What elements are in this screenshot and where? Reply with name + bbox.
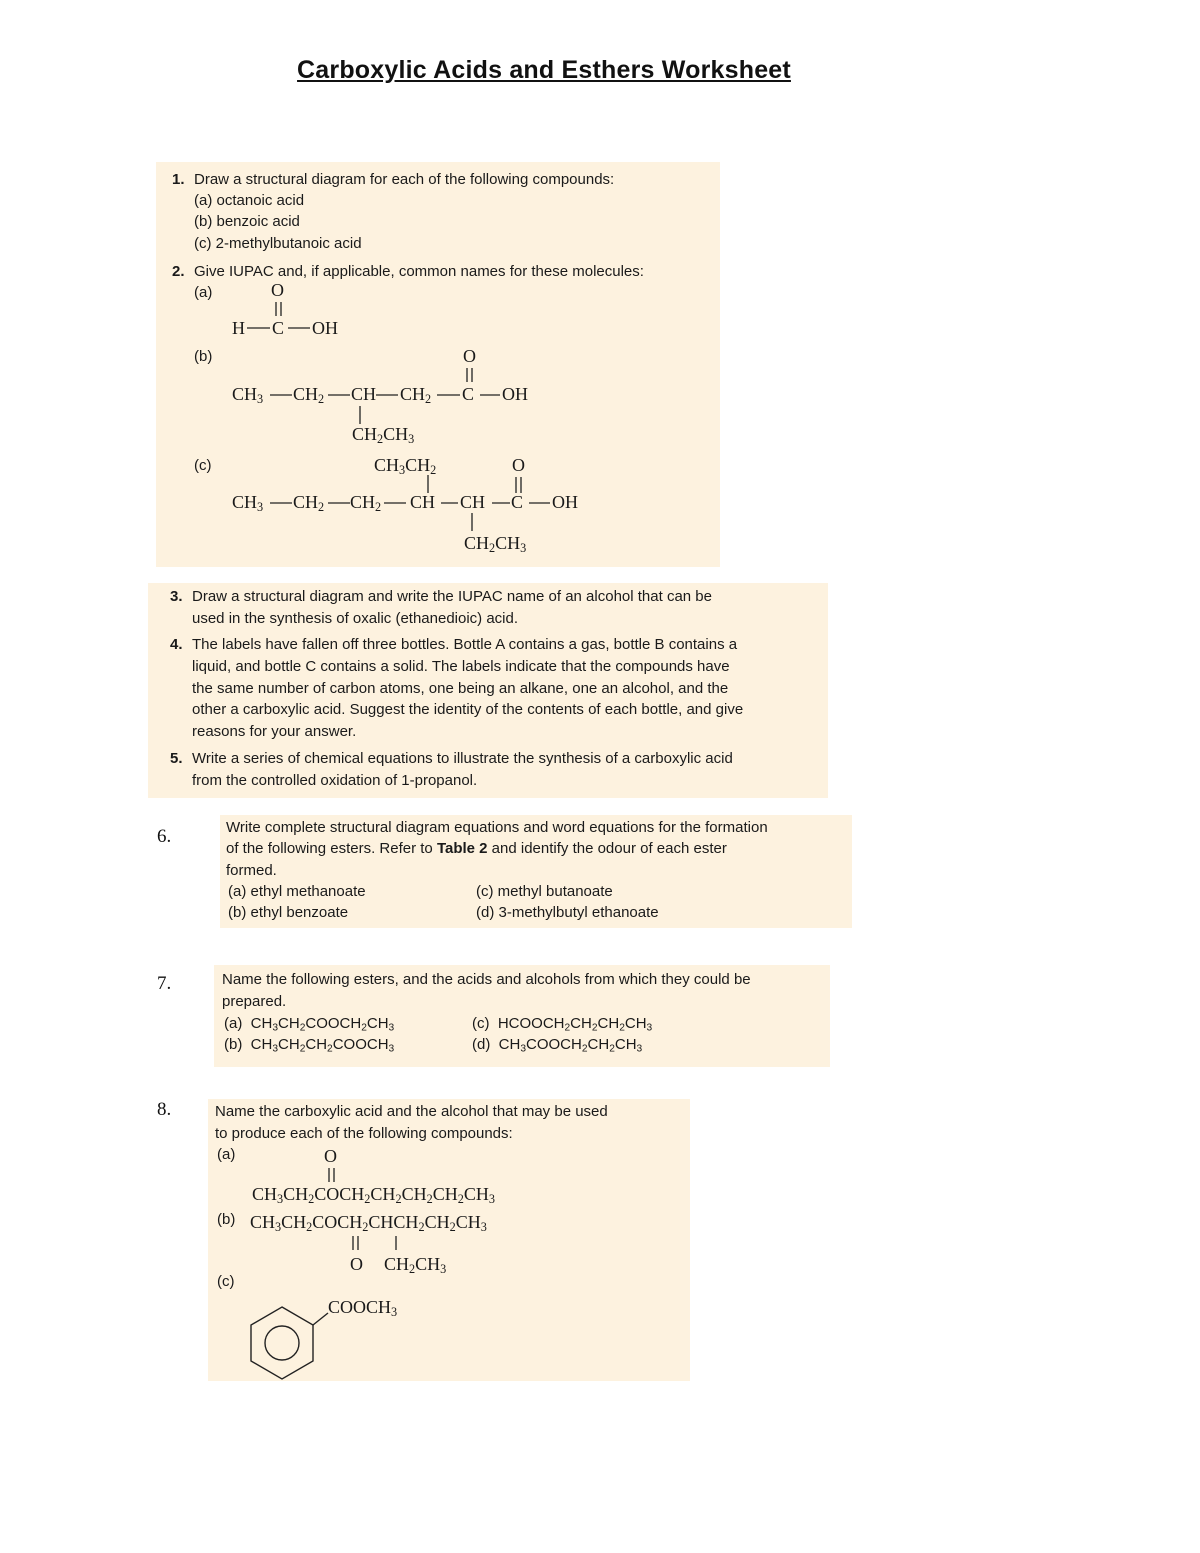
q8-label-a: (a) (217, 1146, 236, 1163)
structure-8c: $COOCH_3$ (244, 1295, 444, 1381)
q3-number: 3. (170, 588, 183, 605)
q1-item-c: (c) 2-methylbutanoic acid (194, 235, 362, 252)
q6-item-a: (a) ethyl methanoate (228, 883, 366, 900)
q7-line-2: prepared. (222, 993, 287, 1010)
structure-2b: O $CH_3$ $CH_2$ CH $CH_2$ C OH $CH_2CH_3$ (232, 346, 528, 447)
q1-item-b: (b) benzoic acid (194, 213, 300, 230)
q8-label-c: (c) (217, 1273, 235, 1290)
structure-8a: O $CH_3CH_2COCH_2CH_2CH_2CH_2CH_3$ (252, 1146, 495, 1207)
q8c-group: COOCH (328, 1297, 392, 1317)
structure-2a: O H C OH (232, 280, 338, 338)
q1-number: 1. (172, 171, 185, 188)
question-3 (170, 586, 712, 608)
q6-item-b: (b) ethyl benzoate (228, 904, 349, 921)
q3-line-1: Draw a structural diagram and write the IUPAC name of an alcohol that can be (192, 588, 712, 605)
structure-2c: $CH_3CH_2$ O $CH_3$ $CH_2$ $CH_2$ CH CH C OH $CH_2CH_3$ (232, 455, 578, 556)
q4-line-2: liquid, and bottle C contains a solid. The labels indicate that the compounds have (192, 658, 730, 675)
q7-line-1: Name the following esters, and the acids and alcohols from which they could be (222, 971, 751, 988)
q2-label-b: (b) (194, 348, 213, 365)
q5-line-2: from the controlled oxidation of 1-propanol. (192, 772, 478, 789)
q8-line-1: Name the carboxylic acid and the alcohol that may be used (215, 1103, 608, 1120)
question-4 (170, 634, 737, 656)
q5-number: 5. (170, 750, 183, 767)
q4-line-3: the same number of carbon atoms, one being an alkane, one an alcohol, and the (192, 680, 729, 697)
q4-line-5: reasons for your answer. (192, 723, 357, 740)
q8-number: 8. (157, 1099, 172, 1120)
q4-number: 4. (170, 636, 183, 653)
table-2-reference: Table 2 (436, 840, 488, 857)
q6-line-3: formed. (226, 862, 277, 879)
q2-number: 2. (172, 263, 185, 280)
q2-label-c: (c) (194, 457, 212, 474)
q3-line-2: used in the synthesis of oxalic (ethanedioic) acid. (192, 610, 519, 627)
q6-item-c: (c) methyl butanoate (476, 883, 613, 900)
q6-item-d: (d) 3-methylbutyl ethanoate (476, 904, 659, 921)
q1-item-a: (a) octanoic acid (194, 192, 305, 209)
q8-label-b: (b) (217, 1211, 236, 1228)
structure-8b: $CH_3CH_2COCH_2CHCH_2CH_2CH_3$ O $CH_2CH_3$ (250, 1212, 487, 1277)
q4-line-1: The labels have fallen off three bottles. Bottle A contains a gas, bottle B contains a (192, 636, 738, 653)
q7-item-b: (b) $CH_3CH_2CH_2COOCH_3$ (224, 1036, 395, 1055)
q6-line-1: Write complete structural diagram equations and word equations for the formation (226, 819, 768, 836)
q7-item-c: (c) $HCOOCH_2CH_2CH_2CH_3$ (472, 1015, 653, 1034)
q8-line-2: to produce each of the following compounds: (215, 1125, 513, 1142)
q4-line-4: other a carboxylic acid. Suggest the identity of the contents of each bottle, and give (192, 701, 744, 718)
q5-line-1: Write a series of chemical equations to illustrate the synthesis of a carboxylic acid (192, 750, 733, 767)
q6-line-2: of the following esters. Refer to Table 2 and identify the odour of each ester (226, 840, 727, 857)
page-title: Carboxylic Acids and Esthers Worksheet (297, 56, 791, 84)
question-5 (170, 748, 733, 770)
q2-label-a: (a) (194, 284, 213, 301)
q2-prompt: Give IUPAC and, if applicable, common names for these molecules: (194, 263, 644, 280)
q6-number: 6. (157, 826, 172, 847)
q7-number: 7. (157, 973, 172, 994)
question-1 (172, 169, 614, 191)
q1-prompt: Draw a structural diagram for each of the following compounds: (194, 171, 615, 188)
q7-item-d: (d) $CH_3COOCH_2CH_2CH_3$ (472, 1036, 643, 1055)
q7-item-a: (a) $CH_3CH_2COOCH_2CH_3$ (224, 1015, 395, 1034)
